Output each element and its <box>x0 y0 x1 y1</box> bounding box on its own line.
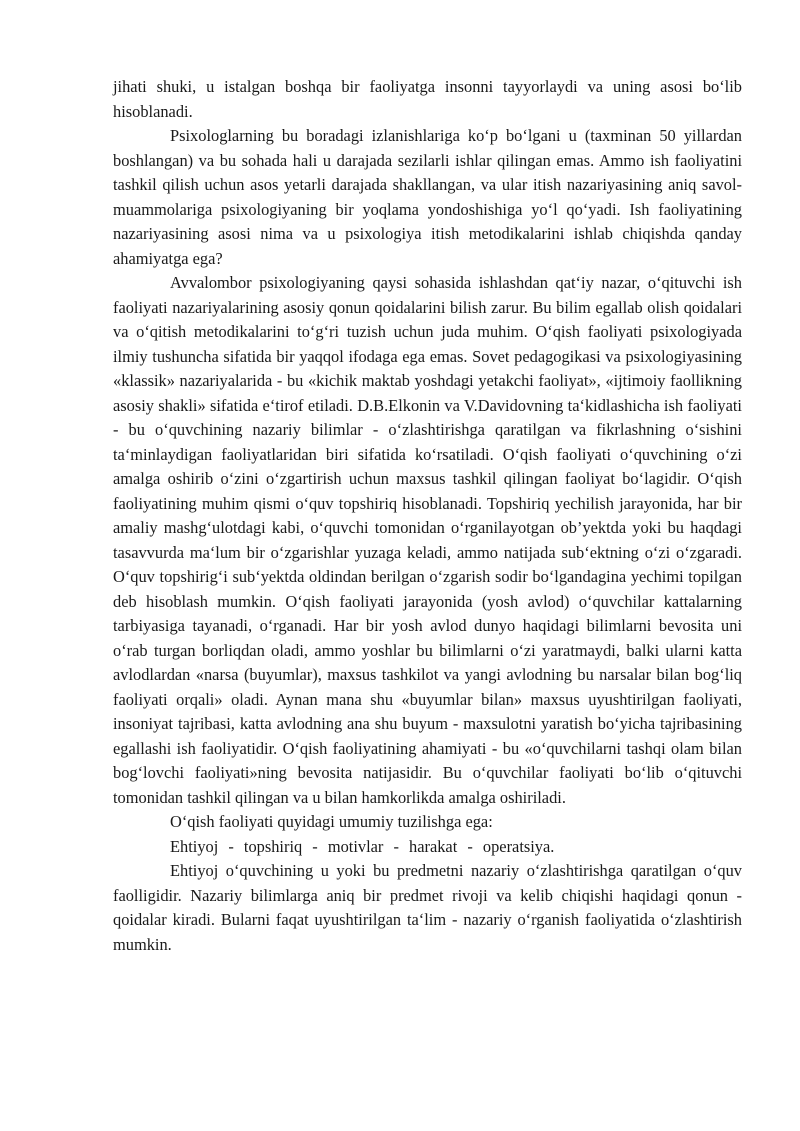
document-page <box>113 75 742 957</box>
paragraph-continuation: jihati shuki, u istalgan boshqa bir faoliyatga insonni tayyorlaydi va uning asosi bo‘lib hisoblanadi. <box>113 77 742 121</box>
paragraph-structure-intro: O‘qish faoliyati quyidagi umumiy tuzilishga ega: <box>170 812 493 831</box>
paragraph-need-definition: Ehtiyoj o‘quvchining u yoki bu predmetni nazariy o‘zlashtirishga qaratilgan o‘quv faolligidir. Nazariy bilimlarga aniq bir predmet rivoji va kelib chiqishi haqidagi qonun - qoidalar kiradi. Bularni faqat uyushtirilgan ta‘lim - nazariy o‘rganish faoliyatida o‘zlashtirish mumkin. <box>113 861 742 954</box>
paragraph-psychologists-research: Psixologlarning bu boradagi izlanishlariga ko‘p bo‘lgani u (taxminan 50 yillardan boshlangan) va bu sohada hali u darajada sezilarli ishlar qilingan emas. Ammo ish faoliyatini tashkil qilish uchun asos yetarli darajada shakllangan, va ular itish nazariyasining aniq savol-muammolariga psixologiyaning bir yoqlama yondoshishiga yo‘l qo‘yadi. Ish faoliyatining nazariyasining asosi nima va u psixologiya itish metodikalarini ishlab chiqishda qanday ahamiyatga ega? <box>113 126 742 268</box>
paragraph-learning-activity-theory: Avvalombor psixologiyaning qaysi sohasida ishlashdan qat‘iy nazar, o‘qituvchi ish faoliyati nazariyalarining asosiy qonun qoidalarini bilish zarur. Bu bilim egallab olish qoidalari va o‘qitish metodikalarini to‘g‘ri tuzish uchun juda muhim. O‘qish faoliyati psixologiyada ilmiy tushuncha sifatida bir yaqqol ifodaga ega emas. Sovet pedagogikasi va psixologiyasining «klassik» nazariyalarida - bu «kichik maktab yoshdagi yetakchi faoliyat», «ijtimoiy faollikning asosiy shakli» sifatida e‘tirof etiladi. D.B.Elkonin va V.Davidovning ta‘kidlashicha ish faoliyati - bu o‘quvchining nazariy bilimlar - o‘zlashtirishga qaratilgan va fikrlashning o‘sishini ta‘minlaydigan faoliyatlaridan biri sifatida ko‘rsatiladi. O‘qish faoliyati o‘quvchining o‘zi amalga oshirib o‘zini o‘zgartirish uchun maxsus tashkil qilingan faoliyat bo‘lagidir. O‘qish faoliyatining muhim qismi o‘quv topshiriq hisoblanadi. Topshiriq yechilish jarayonida, har bir amaliy mashg‘ulotdagi kabi, o‘quvchi tomonidan o‘rganilayotgan ob’yektda yoki bu haqdagi tasavvurda ma‘lum bir o‘zgarishlar yuzaga keladi, ammo natijada sub‘ektning o‘zi o‘zgaradi. O‘quv topshirig‘i sub‘yektda oldindan berilgan o‘zgarish sodir bo‘lgandagina yechimi topilgan deb hisoblash mumkin. O‘qish faoliyati jarayonida (yosh avlod) o‘quvchilar kattalarning tarbiyasiga tayanadi, o‘rganadi. Har bir yosh avlod dunyo haqidagi bilimlarni bevosita uni o‘rab turgan borliqdan oladi, ammo yoshlar bu bilimlarni o‘zi yaratmaydi, balki ularni katta avlodlardan «narsa (buyumlar), maxsus tashkilot va yangi avlodning bu narsalar bilan bog‘liq faoliyati orqali» oladi. Aynan mana shu «buyumlar bilan» maxsus uyushtirilgan faoliyati, insoniyat tajribasi, katta avlodning ana shu buyum - maxsulotni yaratish bo‘yicha tajribasining egallashi ish faoliyatidir. O‘qish faoliyatining ahamiyati - bu «o‘quvchilarni tashqi olam bilan bog‘lovchi faoliyati»ning bevosita natijasidir. Bu o‘quvchilar faoliyati bo‘lib o‘qituvchi tomonidan tashkil qilingan va u bilan hamkorlikda amalga oshiriladi. <box>113 273 742 807</box>
paragraph-structure-formula: Ehtiyoj - topshiriq - motivlar - harakat - operatsiya. <box>170 836 555 856</box>
